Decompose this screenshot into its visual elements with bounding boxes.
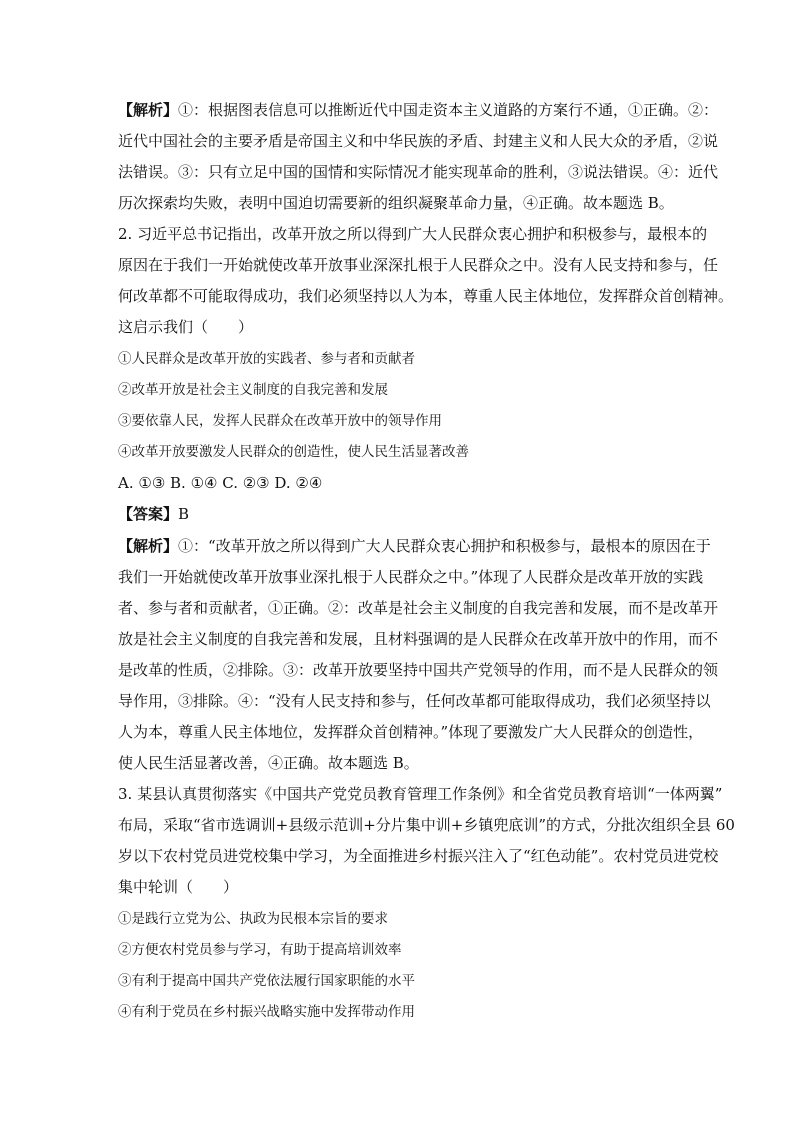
analysis-2-line-5: 是改革的性质，②排除。③：改革开放要坚持中国共产党领导的作用，而不是人民群众的领: [118, 661, 719, 679]
analysis-2-line-7: 人为本，尊重人民主体地位，发挥群众首创精神。”体现了要激发广大人民群众的创造性，: [118, 723, 704, 741]
question-3-option-2: ②方便农村党员参与学习，有助于提高培训效率: [118, 942, 402, 958]
question-3-option-3: ③有利于提高中国共产党依法履行国家职能的水平: [118, 973, 415, 989]
question-2-option-3: ③要依靠人民，发挥人民群众在改革开放中的领导作用: [118, 413, 442, 429]
analysis-2-line-1: [118, 536, 711, 556]
analysis-1-line-4: 历次探索均失败，表明中国迫切需要新的组织凝聚革命力量，④正确。故本题选 B。: [118, 194, 674, 212]
question-3-option-1: ①是践行立党为公、执政为民根本宗旨的要求: [118, 911, 388, 927]
analysis-2-line-6: 导作用，③排除。④：“没有人民支持和参与，任何改革都可能取得成功，我们必须坚持以: [118, 692, 711, 710]
question-3-stem-line-4: 集中轮训（ ）: [118, 878, 239, 896]
question-3-stem-line-3: 岁以下农村党员进党校集中学习，为全面推进乡村振兴注入了“红色动能”。农村党员进党校: [118, 847, 719, 865]
line-text: ①：根据图表信息可以推断近代中国走资本主义道路的方案行不通，①正确。②：: [178, 101, 719, 119]
question-2-stem-line-4: 这启示我们（ ）: [118, 318, 254, 336]
analysis-2-line-3: 者、参与者和贡献者，①正确。②：改革是社会主义制度的自我完善和发展，而不是改革开: [118, 599, 719, 617]
line-text: ①：“改革开放之所以得到广大人民群众衷心拥护和积极参与，最根本的原因在于: [178, 537, 711, 555]
question-2-option-4: ④改革开放要激发人民群众的创造性，使人民生活显著改善: [118, 444, 469, 460]
analysis-tag: 【解析】: [118, 537, 179, 555]
answer-tag: 【答案】: [118, 505, 179, 523]
analysis-1-line-2: 近代中国社会的主要矛盾是帝国主义和中华民族的矛盾、封建主义和人民大众的矛盾，②说: [118, 132, 719, 150]
analysis-1-line-3: 法错误。③：只有立足中国的国情和实际情况才能实现革命的胜利，③说法错误。④：近代: [118, 163, 719, 181]
question-2-option-1: ①人民群众是改革开放的实践者、参与者和贡献者: [118, 351, 415, 367]
question-3-stem-line-1: 3. 某县认真贯彻落实《中国共产党党员教育管理工作条例》和全省党员教育培训“一体两翼”: [118, 785, 723, 803]
analysis-2-line-2: 我们一开始就使改革开放事业深扎根于人民群众之中。”体现了人民群众是改革开放的实践: [118, 568, 704, 586]
question-2-stem-line-2: 原因在于我们一开始就使改革开放事业深深扎根于人民群众之中。没有人民支持和参与，任: [118, 256, 719, 274]
question-2-stem-line-3: 何改革都不可能取得成功，我们必须坚持以人为本，尊重人民主体地位，发挥群众首创精神。: [118, 287, 734, 305]
analysis-tag: 【解析】: [118, 101, 179, 119]
analysis-2-line-4: 放是社会主义制度的自我完善和发展，且材料强调的是人民群众在改革开放中的作用，而不: [118, 630, 719, 648]
answer-value: B: [178, 505, 190, 523]
analysis-1-line-1: [118, 100, 718, 120]
question-2-stem-line-1: 2. 习近平总书记指出，改革开放之所以得到广大人民群众衷心拥护和积极参与，最根本的: [118, 225, 708, 243]
question-2-option-2: ②改革开放是社会主义制度的自我完善和发展: [118, 382, 388, 398]
question-3-stem-line-2: 布局，采取“省市选调训+县级示范训+分片集中训+乡镇兜底训”的方式，分批次组织全县 60: [118, 816, 735, 834]
question-3-option-4: ④有利于党员在乡村振兴战略实施中发挥带动作用: [118, 1004, 415, 1020]
question-2-choices: A. ①③ B. ①④ C. ②③ D. ②④: [118, 474, 323, 492]
answer-line: [118, 504, 189, 524]
analysis-2-line-8: 使人民生活显著改善，④正确。故本题选 B。: [118, 754, 419, 772]
